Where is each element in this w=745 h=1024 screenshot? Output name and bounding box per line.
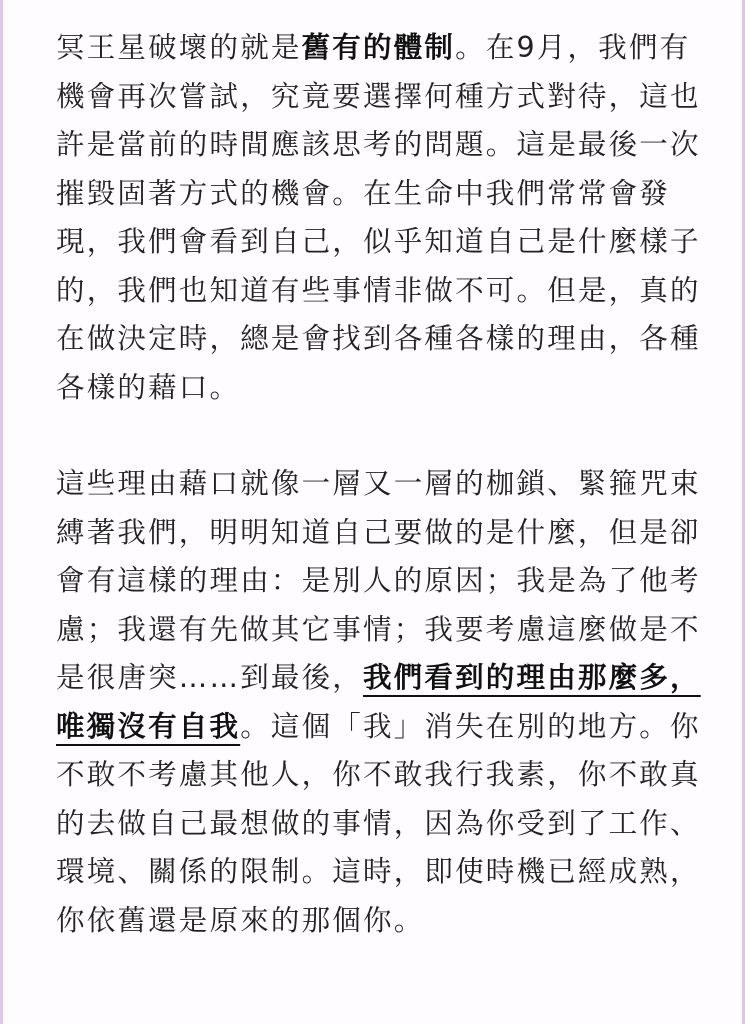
paragraph-2 — [56, 460, 710, 945]
paragraph-2-text-start: 這些理由藉口就像一層又一層的枷鎖、緊箍咒束縛著我們，明明知道自己要做的是什麼，但是卻會有這樣的理由：是別人的原因；我是為了他考慮；我還有先做其它事情；我要考慮這麼做是不是很唐突……到最後， — [56, 467, 701, 694]
paragraph-1-bold-phrase: 舊有的體制 — [301, 31, 456, 64]
paragraph-1-text-end: 。在9月，我們有機會再次嘗試，究竟要選擇何種方式對待，這也許是當前的時間應該思考的問題。這是最後一次摧毀固著方式的機會。在生命中我們常常會發現，我們會看到自己，似乎知道自己是什麼樣子的，我們也知道有些事情非做不可。但是，真的在做決定時，總是會找到各種各樣的理由，各種各樣的藉口。 — [56, 31, 701, 404]
article-body — [56, 24, 710, 945]
paragraph-2-emphasis-phrase: 我們看到的理由那麼多，唯獨沒有自我 — [56, 661, 701, 743]
paragraph-2-text-end: 。這個「我」消失在別的地方。你不敢不考慮其他人，你不敢我行我素，你不敢真的去做自己最想做的事情，因為你受到了工作、環境、關係的限制。這時，即使時機已經成熟，你依舊還是原來的那個你。 — [56, 709, 701, 937]
paragraph-1-text-start: 冥王星破壞的就是 — [56, 31, 302, 64]
paragraph-1 — [56, 24, 710, 412]
paragraph-spacer — [56, 412, 710, 460]
